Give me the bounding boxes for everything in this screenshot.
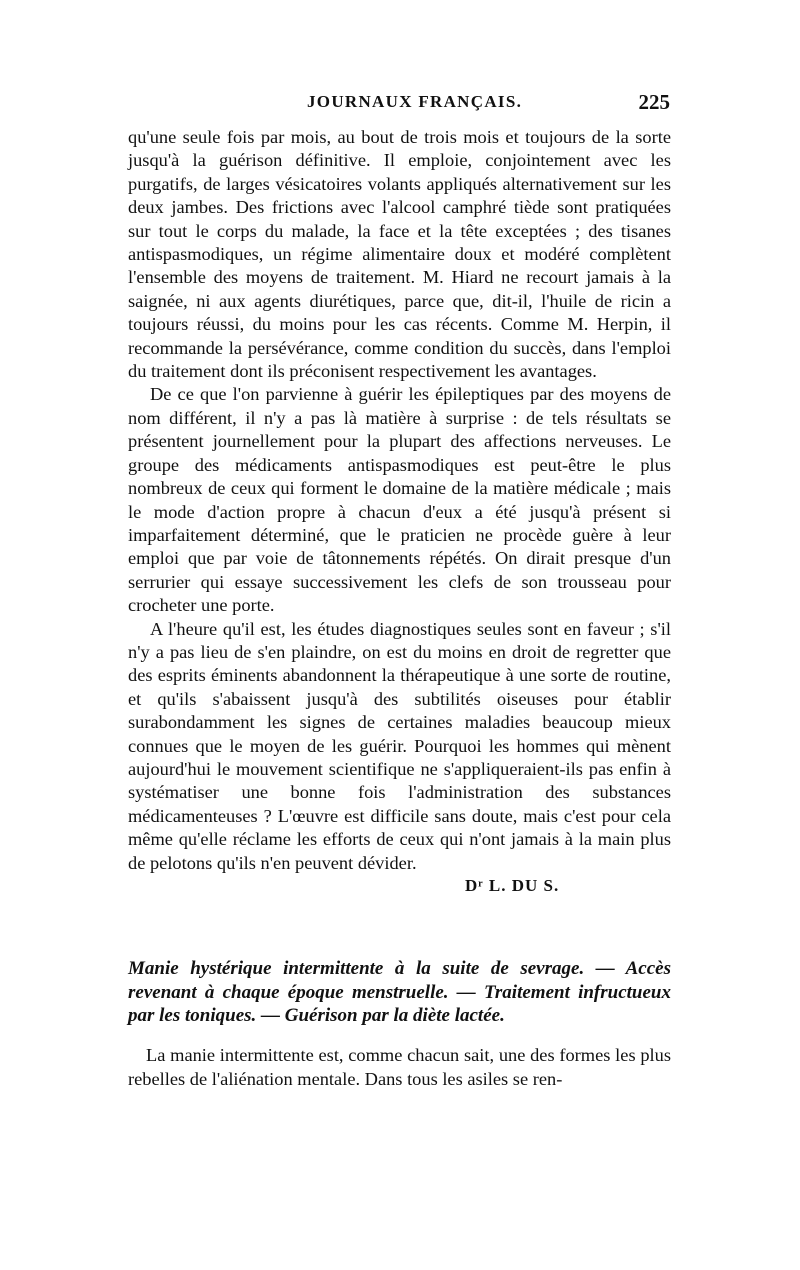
running-title: JOURNAUX FRANÇAIS. bbox=[307, 92, 523, 111]
article-opening-paragraph: La manie intermittente est, comme chacun sait, une des formes les plus rebelles de l'aliénation mentale. Dans tous les asiles se ren- bbox=[128, 1045, 671, 1089]
paragraph: A l'heure qu'il est, les études diagnostiques seules sont en faveur ; s'il n'y a pas lieu de s'en plaindre, on est du moins en droit de regretter que des esprits éminents abandonnent la thérapeutique à une sorte de routine, et qu'ils s'abaissent jusqu'à des subtilités oiseuses pour établir surabondamment les signes de certaines maladies beaucoup mieux connues que le moyen de les guérir. Pourquoi les hommes qui mènent aujourd'hui le mouvement scientifique ne s'appliqueraient-ils pas enfin à systématiser une bonne fois l'administration des substances médicamenteuses ? L'œuvre est difficile sans doute, mais c'est pour cela même qu'elle réclame les efforts de ceux qui n'ont jamais à la main plus de pelotons qu'ils n'en peuvent dévider. bbox=[128, 618, 671, 873]
paragraph-continuation: qu'une seule fois par mois, au bout de trois mois et toujours de la sorte jusqu'à la guérison définitive. Il emploie, conjointement avec les purgatifs, de larges vésicatoires volants appliqués alternativement sur les deux jambes. Des frictions avec l'alcool camphré tiède sont pratiquées sur tout le corps du malade, la face et la tête exceptées ; des tisanes antispasmodiques, un régime alimentaire doux et modéré complètent l'ensemble des moyens de traitement. M. Hiard ne recourt jamais à la saignée, ni aux agents diurétiques, parce que, dit-il, l'huile de ricin a toujours réussi, du moins pour les cas récents. Comme M. Herpin, il recommande la persévérance, comme condition du succès, dans l'emploi du traitement dont ils préconisent respectivement les avantages. bbox=[128, 127, 671, 382]
running-head bbox=[127, 92, 672, 118]
paragraph: De ce que l'on parvienne à guérir les épileptiques par des moyens de nom différent, il n'y a pas là matière à surprise : de tels résultats se présentent journellement pour la plupart des affections nerveuses. Le groupe des médicaments antispasmodiques est peut-être le plus nombreux de ceux qui forment le domaine de la matière médicale ; mais le mode d'action propre à chacun d'eux a été jusqu'à présent si imparfaitement déterminé, que le praticien ne procède guère à leur emploi que par voie de tâtonnements répétés. On dirait presque d'un serrurier qui essaye successivement les clefs de son trousseau pour crocheter une porte. bbox=[128, 384, 671, 616]
previous-article-text bbox=[128, 126, 671, 875]
page-number: 225 bbox=[638, 90, 670, 114]
article-title: Manie hystérique intermittente à la suite de sevrage. — Accès revenant à chaque époque menstruelle. — Traitement infructueux par les toniques. — Guérison par la diète lactée. bbox=[128, 958, 671, 1027]
author-signature: Dʳ L. DU S. bbox=[465, 876, 560, 895]
